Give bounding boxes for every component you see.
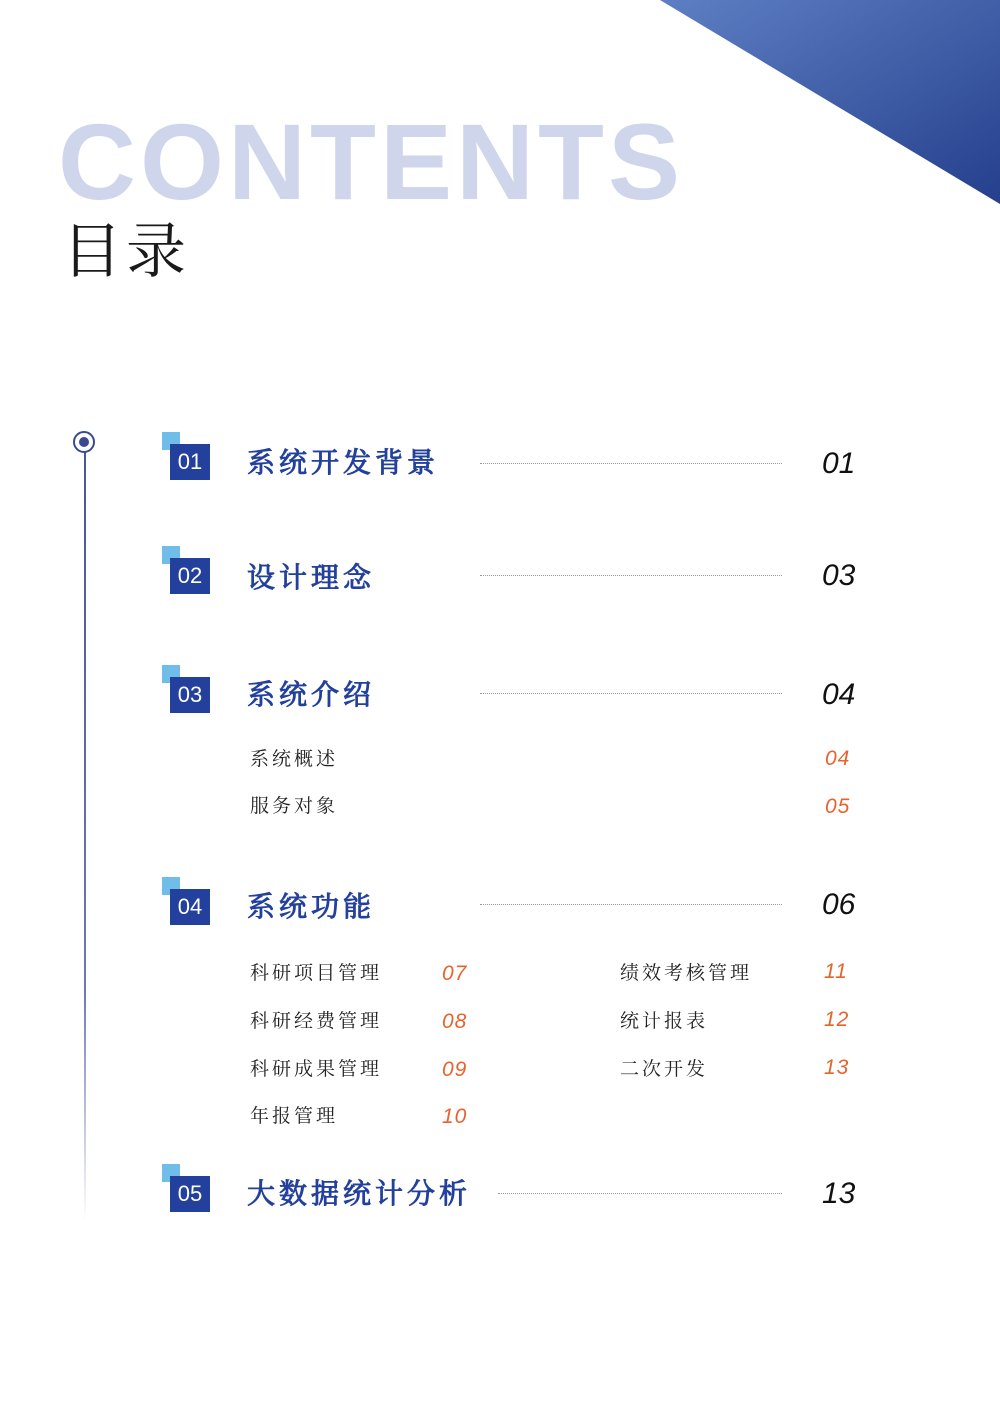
subsection-page[interactable]: 09 <box>442 1058 468 1081</box>
subsection-label[interactable]: 科研项目管理 <box>250 962 383 984</box>
section-title[interactable]: 设计理念 <box>247 561 376 594</box>
section-title[interactable]: 大数据统计分析 <box>247 1177 472 1210</box>
section-title[interactable]: 系统开发背景 <box>247 446 440 479</box>
dotted-leader <box>480 463 782 464</box>
subsection-page[interactable]: 05 <box>825 795 851 818</box>
subsection-label[interactable]: 服务对象 <box>250 795 339 817</box>
subsection-page[interactable]: 08 <box>442 1010 468 1033</box>
subsection-label[interactable]: 绩效考核管理 <box>620 962 753 984</box>
section-title[interactable]: 系统功能 <box>247 890 376 923</box>
subsection-page[interactable]: 12 <box>824 1008 850 1031</box>
timeline-line <box>84 452 86 1222</box>
contents-watermark: CONTENTS <box>58 101 684 222</box>
subsection-page[interactable]: 07 <box>442 962 468 985</box>
section-badge-05 <box>162 1164 212 1214</box>
section-number: 04 <box>170 889 210 925</box>
section-number: 02 <box>170 558 210 594</box>
dotted-leader <box>480 904 782 905</box>
section-number: 03 <box>170 677 210 713</box>
section-number: 01 <box>170 444 210 480</box>
section-badge-02 <box>162 546 212 596</box>
subsection-label[interactable]: 年报管理 <box>250 1105 339 1127</box>
section-page[interactable]: 04 <box>822 678 856 711</box>
dotted-leader <box>480 693 782 694</box>
timeline-dot-icon <box>73 431 95 453</box>
subsection-label[interactable]: 科研成果管理 <box>250 1058 383 1080</box>
subsection-page[interactable]: 11 <box>824 960 848 983</box>
subsection-page[interactable]: 13 <box>824 1056 850 1079</box>
section-title[interactable]: 系统介绍 <box>247 678 376 711</box>
section-badge-01 <box>162 432 212 482</box>
dotted-leader <box>480 575 782 576</box>
dotted-leader <box>498 1193 782 1194</box>
section-page[interactable]: 01 <box>822 447 856 480</box>
section-number: 05 <box>170 1176 210 1212</box>
section-page[interactable]: 13 <box>822 1177 856 1210</box>
subsection-page[interactable]: 10 <box>442 1105 468 1128</box>
subsection-label[interactable]: 统计报表 <box>620 1010 709 1032</box>
page-title: 目录 <box>62 217 190 287</box>
section-page[interactable]: 03 <box>822 559 856 592</box>
subsection-label[interactable]: 二次开发 <box>620 1058 709 1080</box>
subsection-label[interactable]: 科研经费管理 <box>250 1010 383 1032</box>
section-badge-03 <box>162 665 212 715</box>
subsection-label[interactable]: 系统概述 <box>250 748 339 770</box>
subsection-page[interactable]: 04 <box>825 747 851 770</box>
section-badge-04 <box>162 877 212 927</box>
section-page[interactable]: 06 <box>822 888 856 921</box>
